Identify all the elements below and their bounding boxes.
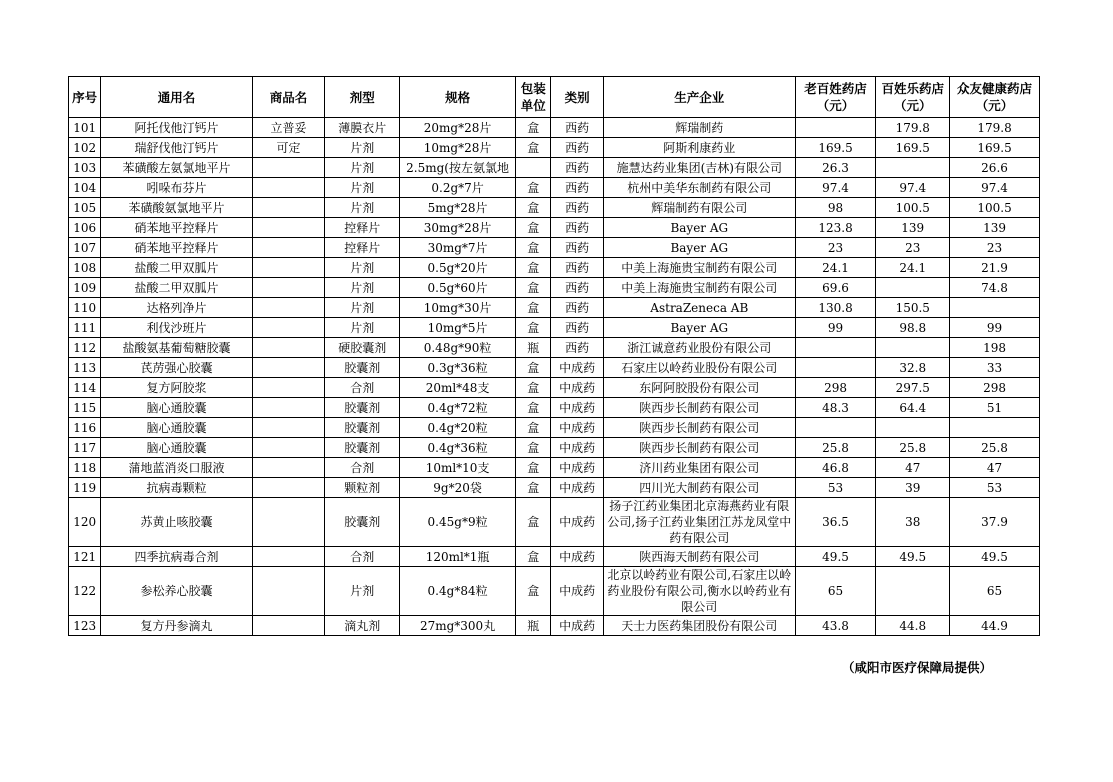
cell-index: 101	[69, 118, 101, 138]
table-row	[69, 418, 1040, 438]
cell-spec: 0.48g*90粒	[400, 338, 516, 358]
cell-price-zhongyou: 65	[950, 567, 1040, 616]
header-trade-name: 商品名	[252, 77, 325, 118]
cell-price-zhongyou: 53	[950, 478, 1040, 498]
table-row	[69, 458, 1040, 478]
cell-pack-unit: 盒	[516, 398, 551, 418]
table-row	[69, 258, 1040, 278]
cell-price-zhongyou	[950, 298, 1040, 318]
cell-index: 115	[69, 398, 101, 418]
cell-dosage-form: 片剂	[325, 567, 400, 616]
cell-trade-name	[252, 238, 325, 258]
cell-price-laobaixing: 53	[795, 478, 876, 498]
cell-dosage-form: 胶囊剂	[325, 358, 400, 378]
cell-trade-name	[252, 616, 325, 636]
cell-price-laobaixing: 26.3	[795, 158, 876, 178]
cell-spec: 30mg*7片	[400, 238, 516, 258]
cell-price-baixingle	[876, 418, 950, 438]
cell-generic-name: 阿托伐他汀钙片	[101, 118, 252, 138]
table-row	[69, 338, 1040, 358]
cell-generic-name: 盐酸氨基葡萄糖胶囊	[101, 338, 252, 358]
cell-price-laobaixing: 23	[795, 238, 876, 258]
cell-trade-name	[252, 318, 325, 338]
cell-pack-unit: 盒	[516, 498, 551, 547]
cell-pack-unit: 盒	[516, 138, 551, 158]
cell-index: 120	[69, 498, 101, 547]
header-pack-unit: 包装单位	[516, 77, 551, 118]
cell-pack-unit: 盒	[516, 178, 551, 198]
cell-pack-unit: 盒	[516, 418, 551, 438]
cell-pack-unit: 瓶	[516, 616, 551, 636]
cell-generic-name: 脑心通胶囊	[101, 418, 252, 438]
cell-pack-unit: 盒	[516, 458, 551, 478]
cell-price-baixingle	[876, 278, 950, 298]
cell-pack-unit: 盒	[516, 118, 551, 138]
table-row	[69, 438, 1040, 458]
cell-price-laobaixing	[795, 418, 876, 438]
cell-price-baixingle: 24.1	[876, 258, 950, 278]
header-store-laobaixing: 老百姓药店（元）	[795, 77, 876, 118]
cell-price-baixingle: 100.5	[876, 198, 950, 218]
cell-price-zhongyou	[950, 418, 1040, 438]
cell-manufacturer: 阿斯利康药业	[603, 138, 795, 158]
header-category: 类别	[551, 77, 603, 118]
cell-category: 中成药	[551, 418, 603, 438]
cell-spec: 0.4g*36粒	[400, 438, 516, 458]
table-row	[69, 498, 1040, 547]
cell-price-zhongyou: 25.8	[950, 438, 1040, 458]
cell-manufacturer: AstraZeneca AB	[603, 298, 795, 318]
cell-dosage-form: 薄膜衣片	[325, 118, 400, 138]
cell-price-zhongyou: 51	[950, 398, 1040, 418]
table-row	[69, 298, 1040, 318]
cell-manufacturer: 陕西步长制药有限公司	[603, 398, 795, 418]
cell-price-zhongyou: 99	[950, 318, 1040, 338]
cell-pack-unit: 盒	[516, 218, 551, 238]
header-store-baixingle: 百姓乐药店（元）	[876, 77, 950, 118]
table-row	[69, 616, 1040, 636]
cell-pack-unit: 盒	[516, 438, 551, 458]
cell-spec: 0.5g*60片	[400, 278, 516, 298]
cell-spec: 27mg*300丸	[400, 616, 516, 636]
cell-price-laobaixing: 99	[795, 318, 876, 338]
cell-price-laobaixing: 98	[795, 198, 876, 218]
cell-price-baixingle: 32.8	[876, 358, 950, 378]
cell-index: 108	[69, 258, 101, 278]
cell-spec: 0.5g*20片	[400, 258, 516, 278]
cell-price-baixingle: 49.5	[876, 547, 950, 567]
cell-category: 中成药	[551, 616, 603, 636]
cell-price-baixingle: 97.4	[876, 178, 950, 198]
cell-dosage-form: 合剂	[325, 378, 400, 398]
cell-dosage-form: 胶囊剂	[325, 398, 400, 418]
cell-pack-unit: 盒	[516, 358, 551, 378]
table-row	[69, 198, 1040, 218]
cell-pack-unit: 盒	[516, 258, 551, 278]
cell-dosage-form: 片剂	[325, 178, 400, 198]
table-row	[69, 478, 1040, 498]
cell-trade-name: 立普妥	[252, 118, 325, 138]
cell-price-baixingle	[876, 158, 950, 178]
cell-index: 109	[69, 278, 101, 298]
cell-price-baixingle: 47	[876, 458, 950, 478]
cell-spec: 0.45g*9粒	[400, 498, 516, 547]
cell-price-baixingle	[876, 567, 950, 616]
cell-index: 119	[69, 478, 101, 498]
cell-price-baixingle: 150.5	[876, 298, 950, 318]
cell-spec: 10mg*5片	[400, 318, 516, 338]
cell-price-zhongyou: 97.4	[950, 178, 1040, 198]
cell-manufacturer: 东阿阿胶股份有限公司	[603, 378, 795, 398]
cell-generic-name: 脑心通胶囊	[101, 438, 252, 458]
cell-spec: 10ml*10支	[400, 458, 516, 478]
cell-manufacturer: 北京以岭药业有限公司,石家庄以岭药业股份有限公司,衡水以岭药业有限公司	[603, 567, 795, 616]
cell-dosage-form: 合剂	[325, 547, 400, 567]
cell-spec: 2.5mg(按左氨氯地	[400, 158, 516, 178]
cell-pack-unit: 盒	[516, 238, 551, 258]
cell-manufacturer: 辉瑞制药	[603, 118, 795, 138]
cell-price-zhongyou: 179.8	[950, 118, 1040, 138]
cell-category: 中成药	[551, 478, 603, 498]
table-row	[69, 118, 1040, 138]
cell-generic-name: 脑心通胶囊	[101, 398, 252, 418]
cell-index: 118	[69, 458, 101, 478]
cell-dosage-form: 胶囊剂	[325, 438, 400, 458]
cell-dosage-form: 控释片	[325, 218, 400, 238]
cell-index: 113	[69, 358, 101, 378]
cell-dosage-form: 颗粒剂	[325, 478, 400, 498]
cell-category: 西药	[551, 138, 603, 158]
cell-spec: 30mg*28片	[400, 218, 516, 238]
cell-generic-name: 吲哚布芬片	[101, 178, 252, 198]
cell-trade-name	[252, 478, 325, 498]
cell-generic-name: 利伐沙班片	[101, 318, 252, 338]
cell-generic-name: 抗病毒颗粒	[101, 478, 252, 498]
cell-trade-name	[252, 198, 325, 218]
cell-category: 西药	[551, 298, 603, 318]
table-header	[69, 77, 1040, 118]
cell-price-baixingle: 139	[876, 218, 950, 238]
cell-spec: 120ml*1瓶	[400, 547, 516, 567]
cell-pack-unit: 盒	[516, 478, 551, 498]
cell-generic-name: 苯磺酸左氨氯地平片	[101, 158, 252, 178]
cell-pack-unit: 盒	[516, 567, 551, 616]
cell-price-laobaixing: 43.8	[795, 616, 876, 636]
header-manufacturer: 生产企业	[603, 77, 795, 118]
cell-generic-name: 蒲地蓝消炎口服液	[101, 458, 252, 478]
cell-dosage-form: 片剂	[325, 298, 400, 318]
header-dosage-form: 剂型	[325, 77, 400, 118]
cell-price-zhongyou: 37.9	[950, 498, 1040, 547]
table-row	[69, 218, 1040, 238]
cell-pack-unit: 盒	[516, 318, 551, 338]
cell-trade-name	[252, 338, 325, 358]
cell-index: 110	[69, 298, 101, 318]
cell-category: 西药	[551, 178, 603, 198]
cell-trade-name	[252, 498, 325, 547]
cell-price-zhongyou: 74.8	[950, 278, 1040, 298]
cell-index: 111	[69, 318, 101, 338]
cell-trade-name	[252, 438, 325, 458]
cell-price-laobaixing: 123.8	[795, 218, 876, 238]
cell-index: 116	[69, 418, 101, 438]
cell-manufacturer: Bayer AG	[603, 238, 795, 258]
cell-category: 西药	[551, 198, 603, 218]
cell-trade-name	[252, 278, 325, 298]
cell-price-baixingle	[876, 338, 950, 358]
cell-price-zhongyou: 139	[950, 218, 1040, 238]
cell-dosage-form: 胶囊剂	[325, 418, 400, 438]
table-row	[69, 398, 1040, 418]
cell-generic-name: 复方阿胶浆	[101, 378, 252, 398]
cell-dosage-form: 控释片	[325, 238, 400, 258]
cell-dosage-form: 片剂	[325, 138, 400, 158]
cell-spec: 0.4g*84粒	[400, 567, 516, 616]
cell-dosage-form: 硬胶囊剂	[325, 338, 400, 358]
cell-index: 106	[69, 218, 101, 238]
cell-manufacturer: 四川光大制药有限公司	[603, 478, 795, 498]
cell-dosage-form: 片剂	[325, 198, 400, 218]
cell-trade-name	[252, 178, 325, 198]
cell-price-laobaixing: 24.1	[795, 258, 876, 278]
cell-dosage-form: 片剂	[325, 258, 400, 278]
cell-manufacturer: 中美上海施贵宝制药有限公司	[603, 258, 795, 278]
cell-manufacturer: 济川药业集团有限公司	[603, 458, 795, 478]
cell-index: 112	[69, 338, 101, 358]
cell-generic-name: 硝苯地平控释片	[101, 218, 252, 238]
cell-dosage-form: 合剂	[325, 458, 400, 478]
cell-spec: 0.2g*7片	[400, 178, 516, 198]
cell-category: 西药	[551, 238, 603, 258]
table-row	[69, 178, 1040, 198]
cell-spec: 10mg*30片	[400, 298, 516, 318]
cell-price-baixingle: 297.5	[876, 378, 950, 398]
cell-spec: 0.3g*36粒	[400, 358, 516, 378]
cell-spec: 20mg*28片	[400, 118, 516, 138]
cell-spec: 9g*20袋	[400, 478, 516, 498]
cell-pack-unit: 盒	[516, 278, 551, 298]
cell-trade-name	[252, 218, 325, 238]
cell-dosage-form: 滴丸剂	[325, 616, 400, 636]
cell-index: 104	[69, 178, 101, 198]
cell-pack-unit: 瓶	[516, 338, 551, 358]
drug-price-table	[68, 76, 1040, 636]
cell-pack-unit: 盒	[516, 198, 551, 218]
cell-price-zhongyou: 169.5	[950, 138, 1040, 158]
cell-generic-name: 芪苈强心胶囊	[101, 358, 252, 378]
cell-price-laobaixing	[795, 338, 876, 358]
table-row	[69, 378, 1040, 398]
cell-trade-name	[252, 547, 325, 567]
cell-price-laobaixing: 25.8	[795, 438, 876, 458]
cell-price-baixingle: 25.8	[876, 438, 950, 458]
cell-category: 中成药	[551, 438, 603, 458]
cell-spec: 20ml*48支	[400, 378, 516, 398]
cell-dosage-form: 片剂	[325, 318, 400, 338]
header-index: 序号	[69, 77, 101, 118]
cell-price-zhongyou: 298	[950, 378, 1040, 398]
cell-manufacturer: 陕西步长制药有限公司	[603, 438, 795, 458]
source-note: （咸阳市医疗保障局提供）	[841, 660, 992, 675]
table-row	[69, 158, 1040, 178]
cell-price-zhongyou: 33	[950, 358, 1040, 378]
cell-manufacturer: 天士力医药集团股份有限公司	[603, 616, 795, 636]
cell-dosage-form: 片剂	[325, 158, 400, 178]
cell-category: 西药	[551, 278, 603, 298]
cell-price-baixingle: 98.8	[876, 318, 950, 338]
table-row	[69, 278, 1040, 298]
cell-category: 西药	[551, 258, 603, 278]
cell-category: 中成药	[551, 547, 603, 567]
cell-category: 中成药	[551, 458, 603, 478]
cell-price-zhongyou: 47	[950, 458, 1040, 478]
cell-index: 107	[69, 238, 101, 258]
cell-price-baixingle: 23	[876, 238, 950, 258]
cell-trade-name	[252, 398, 325, 418]
header-store-zhongyou: 众友健康药店（元）	[950, 77, 1040, 118]
cell-pack-unit	[516, 158, 551, 178]
cell-trade-name	[252, 378, 325, 398]
cell-manufacturer: 中美上海施贵宝制药有限公司	[603, 278, 795, 298]
cell-category: 西药	[551, 218, 603, 238]
cell-index: 117	[69, 438, 101, 458]
cell-category: 西药	[551, 118, 603, 138]
cell-trade-name: 可定	[252, 138, 325, 158]
cell-trade-name	[252, 298, 325, 318]
cell-spec: 10mg*28片	[400, 138, 516, 158]
cell-generic-name: 盐酸二甲双胍片	[101, 258, 252, 278]
cell-generic-name: 复方丹参滴丸	[101, 616, 252, 636]
cell-trade-name	[252, 567, 325, 616]
cell-category: 中成药	[551, 567, 603, 616]
cell-manufacturer: 陕西步长制药有限公司	[603, 418, 795, 438]
cell-price-baixingle: 169.5	[876, 138, 950, 158]
cell-price-zhongyou: 198	[950, 338, 1040, 358]
cell-price-baixingle: 179.8	[876, 118, 950, 138]
header-spec: 规格	[400, 77, 516, 118]
cell-index: 114	[69, 378, 101, 398]
cell-spec: 5mg*28片	[400, 198, 516, 218]
cell-manufacturer: 石家庄以岭药业股份有限公司	[603, 358, 795, 378]
cell-category: 中成药	[551, 358, 603, 378]
cell-price-laobaixing: 46.8	[795, 458, 876, 478]
cell-price-laobaixing: 298	[795, 378, 876, 398]
cell-price-zhongyou: 21.9	[950, 258, 1040, 278]
cell-price-laobaixing: 69.6	[795, 278, 876, 298]
cell-price-zhongyou: 23	[950, 238, 1040, 258]
cell-spec: 0.4g*20粒	[400, 418, 516, 438]
cell-index: 122	[69, 567, 101, 616]
cell-category: 西药	[551, 158, 603, 178]
cell-trade-name	[252, 158, 325, 178]
cell-dosage-form: 片剂	[325, 278, 400, 298]
table-row	[69, 138, 1040, 158]
cell-price-zhongyou: 26.6	[950, 158, 1040, 178]
cell-index: 121	[69, 547, 101, 567]
cell-manufacturer: 杭州中美华东制药有限公司	[603, 178, 795, 198]
cell-price-laobaixing	[795, 358, 876, 378]
cell-price-laobaixing: 49.5	[795, 547, 876, 567]
cell-price-laobaixing: 36.5	[795, 498, 876, 547]
table-row	[69, 567, 1040, 616]
cell-generic-name: 苯磺酸氨氯地平片	[101, 198, 252, 218]
cell-price-laobaixing: 130.8	[795, 298, 876, 318]
cell-manufacturer: 浙江诚意药业股份有限公司	[603, 338, 795, 358]
cell-trade-name	[252, 258, 325, 278]
cell-index: 123	[69, 616, 101, 636]
cell-category: 中成药	[551, 378, 603, 398]
cell-manufacturer: 施慧达药业集团(吉林)有限公司	[603, 158, 795, 178]
cell-price-zhongyou: 44.9	[950, 616, 1040, 636]
table-row	[69, 358, 1040, 378]
cell-index: 103	[69, 158, 101, 178]
cell-manufacturer: 陕西海天制药有限公司	[603, 547, 795, 567]
cell-manufacturer: 辉瑞制药有限公司	[603, 198, 795, 218]
cell-trade-name	[252, 358, 325, 378]
table-row	[69, 238, 1040, 258]
cell-pack-unit: 盒	[516, 298, 551, 318]
cell-generic-name: 瑞舒伐他汀钙片	[101, 138, 252, 158]
cell-generic-name: 盐酸二甲双胍片	[101, 278, 252, 298]
cell-generic-name: 四季抗病毒合剂	[101, 547, 252, 567]
cell-dosage-form: 胶囊剂	[325, 498, 400, 547]
cell-spec: 0.4g*72粒	[400, 398, 516, 418]
cell-manufacturer: Bayer AG	[603, 218, 795, 238]
cell-price-zhongyou: 100.5	[950, 198, 1040, 218]
cell-generic-name: 参松养心胶囊	[101, 567, 252, 616]
cell-price-zhongyou: 49.5	[950, 547, 1040, 567]
cell-price-baixingle: 39	[876, 478, 950, 498]
header-generic-name: 通用名	[101, 77, 252, 118]
cell-price-laobaixing	[795, 118, 876, 138]
cell-category: 中成药	[551, 498, 603, 547]
cell-category: 西药	[551, 338, 603, 358]
cell-price-laobaixing: 48.3	[795, 398, 876, 418]
cell-price-baixingle: 38	[876, 498, 950, 547]
cell-generic-name: 硝苯地平控释片	[101, 238, 252, 258]
table-row	[69, 318, 1040, 338]
cell-pack-unit: 盒	[516, 547, 551, 567]
cell-generic-name: 苏黄止咳胶囊	[101, 498, 252, 547]
cell-price-baixingle: 44.8	[876, 616, 950, 636]
cell-category: 西药	[551, 318, 603, 338]
cell-price-laobaixing: 65	[795, 567, 876, 616]
cell-category: 中成药	[551, 398, 603, 418]
cell-manufacturer: 扬子江药业集团北京海燕药业有限公司,扬子江药业集团江苏龙凤堂中药有限公司	[603, 498, 795, 547]
cell-index: 105	[69, 198, 101, 218]
cell-pack-unit: 盒	[516, 378, 551, 398]
cell-generic-name: 达格列净片	[101, 298, 252, 318]
header-row	[69, 77, 1040, 118]
table-body	[69, 118, 1040, 636]
cell-price-laobaixing: 169.5	[795, 138, 876, 158]
cell-price-baixingle: 64.4	[876, 398, 950, 418]
table-row	[69, 547, 1040, 567]
cell-trade-name	[252, 458, 325, 478]
cell-trade-name	[252, 418, 325, 438]
cell-manufacturer: Bayer AG	[603, 318, 795, 338]
cell-price-laobaixing: 97.4	[795, 178, 876, 198]
cell-index: 102	[69, 138, 101, 158]
